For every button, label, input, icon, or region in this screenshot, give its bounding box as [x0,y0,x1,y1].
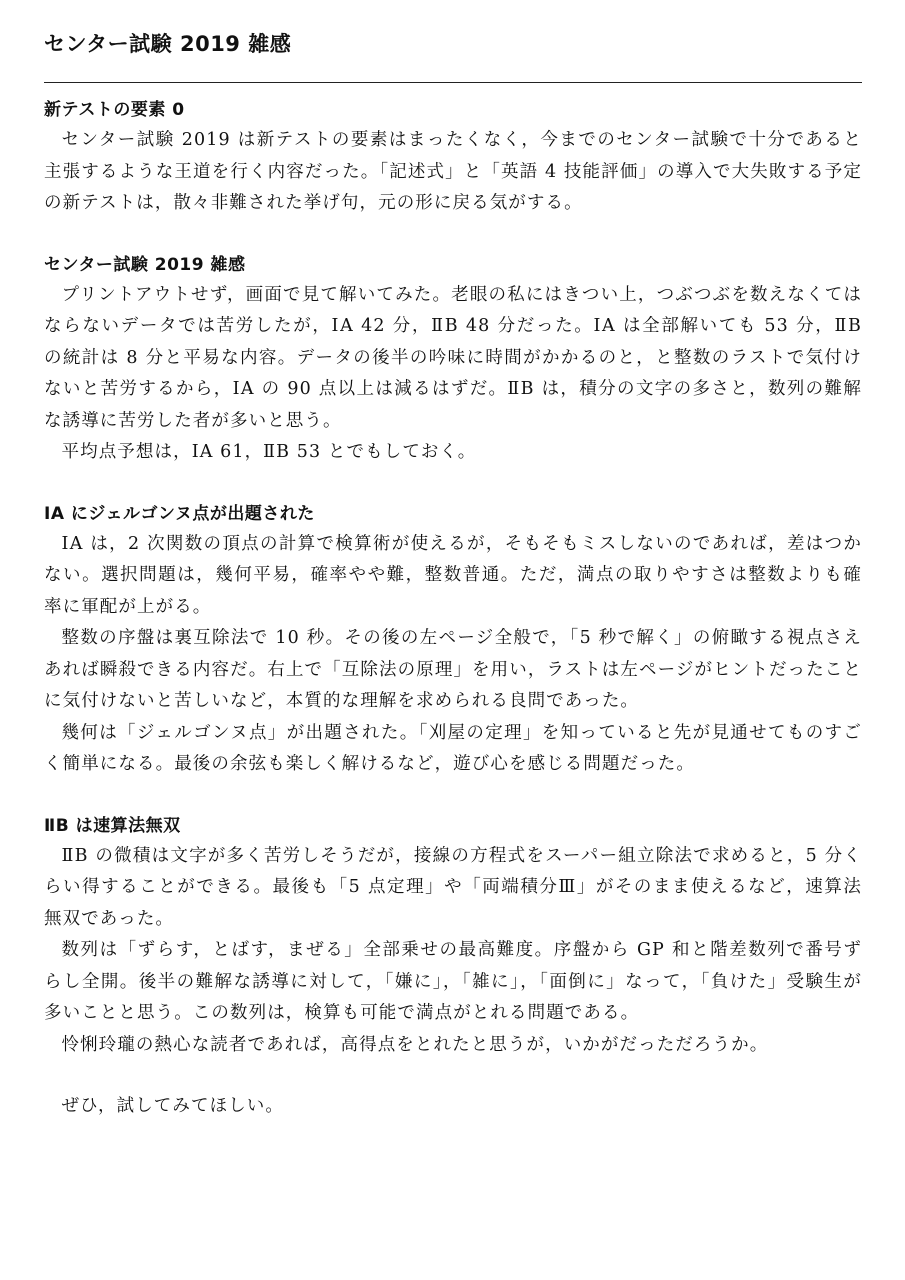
page-title: センター試験 2019 雑感 [44,32,292,56]
paragraph: 平均点予想は，ⅠA 61，ⅡB 53 とでもしておく。 [61,442,477,462]
paragraph: 幾何は「ジェルゴンヌ点」が出題された。「刈屋の定理」を知っていると先が見通せてものすごく簡単になる。最後の余弦も楽しく解けるなど，遊び心を感じる問題だった。 [44,722,862,774]
paragraph: ⅡB の微積は文字が多く苦労しそうだが，接線の方程式をスーパー組立除法で求めると，5 分くらい得することができる。最後も「5 点定理」や「両端積分Ⅲ」がそのまま使えるなど，速算法無双であった。 [44,845,862,929]
section-impressions [44,250,862,469]
section-1a-gergonne [44,499,862,781]
paragraph: プリントアウトせず，画面で見て解いてみた。老眼の私にはきつい上，つぶつぶを数えなくてはならないデータでは苦労したが，ⅠA 42 分，ⅡB 48 分だった。ⅠA は全部解いても 53 分，ⅡB の統計は 8 分と平易な内容。データの後半の吟味に時間がかかるのと，と整数のラストで気付けないと苦労するから，ⅠA の 90 点以上は減るはずだ。ⅡB は，積分の文字の多さと，数列の難解な誘導に苦労した者が多いと思う。 [44,284,862,431]
paragraph: 数列は「ずらす，とばす，まぜる」全部乗せの最高難度。序盤から GP 和と階差数列で番号ずらし全開。後半の難解な誘導に対して，「嫌に」，「雑に」，「面倒に」なって，「負けた」受験生が多いことと思う。この数列は，検算も可能で満点がとれる問題である。 [44,940,862,1023]
paragraph: 怜悧玲瓏の熱心な読者であれば，高得点をとれたと思うが，いかがだっただろうか。 [61,1034,769,1055]
section-heading: 新テストの要素 0 [44,100,185,120]
section-new-test [44,95,862,220]
section-heading: センター試験 2019 雑感 [44,254,246,275]
title-divider [44,82,862,83]
section-heading: ⅡB は速算法無双 [44,815,181,836]
paragraph: センター試験 2019 は新テストの要素はまったくなく，今までのセンター試験で十分であると主張するような王道を行く内容だった。「記述式」と「英語 4 技能評価」の導入で大失敗する予定の新テストは，散々非難された挙げ句，元の形に戻る気がする。 [44,130,862,213]
section-heading: ⅠA にジェルゴンヌ点が出題された [44,503,315,524]
section-2b-speed-methods [44,811,862,1062]
paragraph: 整数の序盤は裏互除法で 10 秒。その後の左ページ全般で，「5 秒で解く」の俯瞰する視点さえあれば瞬殺できる内容だ。右上で「互除法の原理」を用い，ラストは左ページがヒントだったことに気付けないと苦しいなど，本質的な理解を求められる良問であった。 [44,628,862,711]
closing-line: ぜひ，試してみてほしい。 [61,1096,284,1116]
document-page [44,28,862,1123]
paragraph: ⅠA は，2 次関数の頂点の計算で検算術が使えるが，そもそもミスしないのであれば，差はつかない。選択問題は，幾何平易，確率やや難，整数普通。ただ，満点の取りやすさは整数よりも確率に軍配が上がる。 [44,533,862,617]
